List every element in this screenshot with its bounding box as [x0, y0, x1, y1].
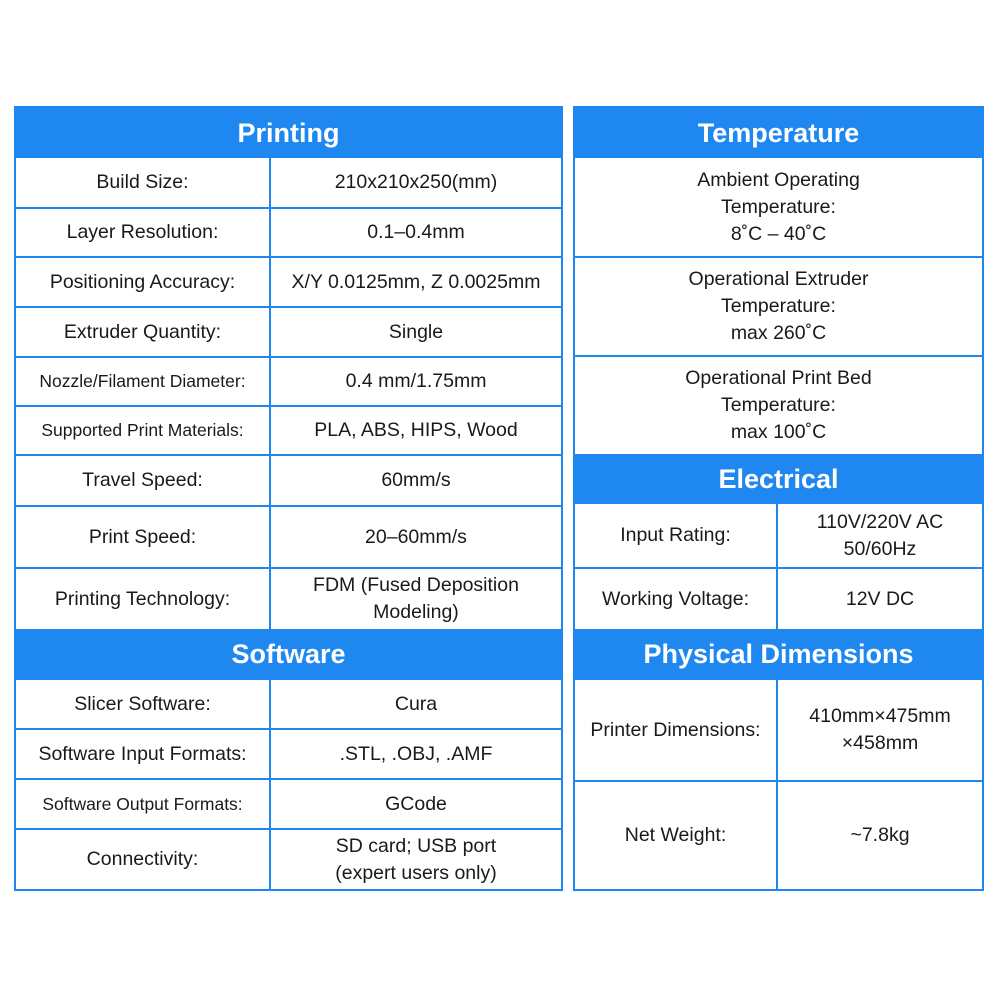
spec-label: Slicer Software:: [16, 680, 271, 728]
spec-label: Build Size:: [16, 158, 271, 207]
printing-header: Printing: [16, 108, 561, 158]
spec-label: Supported Print Materials:: [16, 407, 271, 454]
spec-label: Connectivity:: [16, 830, 271, 889]
spec-value: GCode: [385, 792, 447, 815]
spec-value-line: FDM (Fused Deposition: [313, 574, 519, 596]
spec-value-line: 110V/220V AC: [816, 510, 944, 533]
left-spec-panel: [14, 106, 563, 891]
spec-row-print-materials: [16, 405, 561, 454]
spec-value-line: (expert users only): [335, 861, 497, 884]
spec-label: Software Output Formats:: [16, 780, 271, 828]
spec-label: Input Rating:: [575, 504, 778, 567]
spec-value: .STL, .OBJ, .AMF: [339, 742, 493, 765]
spec-label: Printer Dimensions:: [575, 680, 778, 780]
electrical-header: Electrical: [575, 454, 982, 504]
spec-row-extruder-quantity: [16, 306, 561, 356]
spec-label: Print Speed:: [16, 507, 271, 567]
spec-row-slicer-software: [16, 680, 561, 728]
right-spec-panel: [573, 106, 984, 891]
spec-value: 210x210x250(mm): [334, 171, 498, 193]
spec-row-layer-resolution: [16, 207, 561, 256]
spec-label: Extruder Quantity:: [16, 308, 271, 356]
spec-label: Nozzle/Filament Diameter:: [16, 358, 271, 405]
spec-label: Printing Technology:: [16, 569, 271, 629]
spec-row-printing-technology: [16, 567, 561, 629]
spec-line: Ambient Operating: [697, 168, 860, 191]
spec-line: Operational Extruder: [688, 268, 869, 290]
spec-row-connectivity: [16, 828, 561, 889]
spec-value: [271, 569, 561, 629]
spec-value-line: SD card; USB port: [335, 834, 497, 857]
spec-row-input-formats: [16, 728, 561, 778]
spec-value-line: 50/60Hz: [843, 537, 917, 560]
spec-text-block: [575, 258, 982, 355]
spec-line: Temperature:: [721, 195, 836, 218]
spec-label: Working Voltage:: [575, 569, 778, 629]
spec-row-print-speed: [16, 505, 561, 567]
spec-value: X/Y 0.0125mm, Z 0.0025mm: [291, 270, 541, 293]
spec-row-input-rating: [575, 504, 982, 567]
spec-row-travel-speed: [16, 454, 561, 505]
spec-value: 0.4 mm/1.75mm: [345, 370, 487, 392]
spec-row-build-size: [16, 158, 561, 207]
spec-row-ambient-temperature: [575, 158, 982, 256]
spec-row-working-voltage: [575, 567, 982, 629]
spec-line: Operational Print Bed: [685, 367, 872, 389]
spec-row-output-formats: [16, 778, 561, 828]
spec-value-line: ×458mm: [841, 732, 919, 754]
spec-row-net-weight: [575, 780, 982, 889]
spec-value-line: 410mm×475mm: [809, 705, 951, 727]
spec-line: 8˚C – 40˚C: [730, 222, 827, 245]
spec-row-nozzle-diameter: [16, 356, 561, 405]
spec-value-line: Modeling): [373, 601, 459, 623]
spec-value: 60mm/s: [381, 469, 451, 491]
spec-line: Temperature:: [721, 295, 836, 317]
spec-line: max 260˚C: [730, 322, 827, 344]
spec-label: Software Input Formats:: [16, 730, 271, 778]
spec-text-block: [575, 158, 982, 256]
spec-label: Travel Speed:: [16, 456, 271, 505]
temperature-header: Temperature: [575, 108, 982, 158]
spec-row-bed-temperature: [575, 355, 982, 454]
spec-value: 12V DC: [845, 587, 915, 610]
spec-label: Net Weight:: [575, 782, 778, 889]
spec-value: [778, 504, 982, 567]
spec-row-printer-dimensions: [575, 680, 982, 780]
spec-row-positioning-accuracy: [16, 256, 561, 306]
spec-text-block: [575, 357, 982, 454]
spec-line: max 100˚C: [730, 421, 827, 443]
spec-value: [778, 680, 982, 780]
spec-label: Positioning Accuracy:: [16, 258, 271, 306]
spec-value: PLA, ABS, HIPS, Wood: [314, 419, 518, 441]
spec-value: 20–60mm/s: [365, 525, 467, 548]
spec-value: Single: [388, 320, 444, 343]
physical-dimensions-header: Physical Dimensions: [575, 629, 982, 680]
spec-value: Cura: [394, 692, 438, 715]
spec-value: [271, 830, 561, 889]
spec-value: ~7.8kg: [850, 824, 910, 846]
spec-label: Layer Resolution:: [16, 209, 271, 256]
spec-row-extruder-temperature: [575, 256, 982, 355]
software-header: Software: [16, 629, 561, 680]
spec-line: Temperature:: [721, 394, 836, 416]
spec-value: 0.1–0.4mm: [367, 221, 465, 243]
